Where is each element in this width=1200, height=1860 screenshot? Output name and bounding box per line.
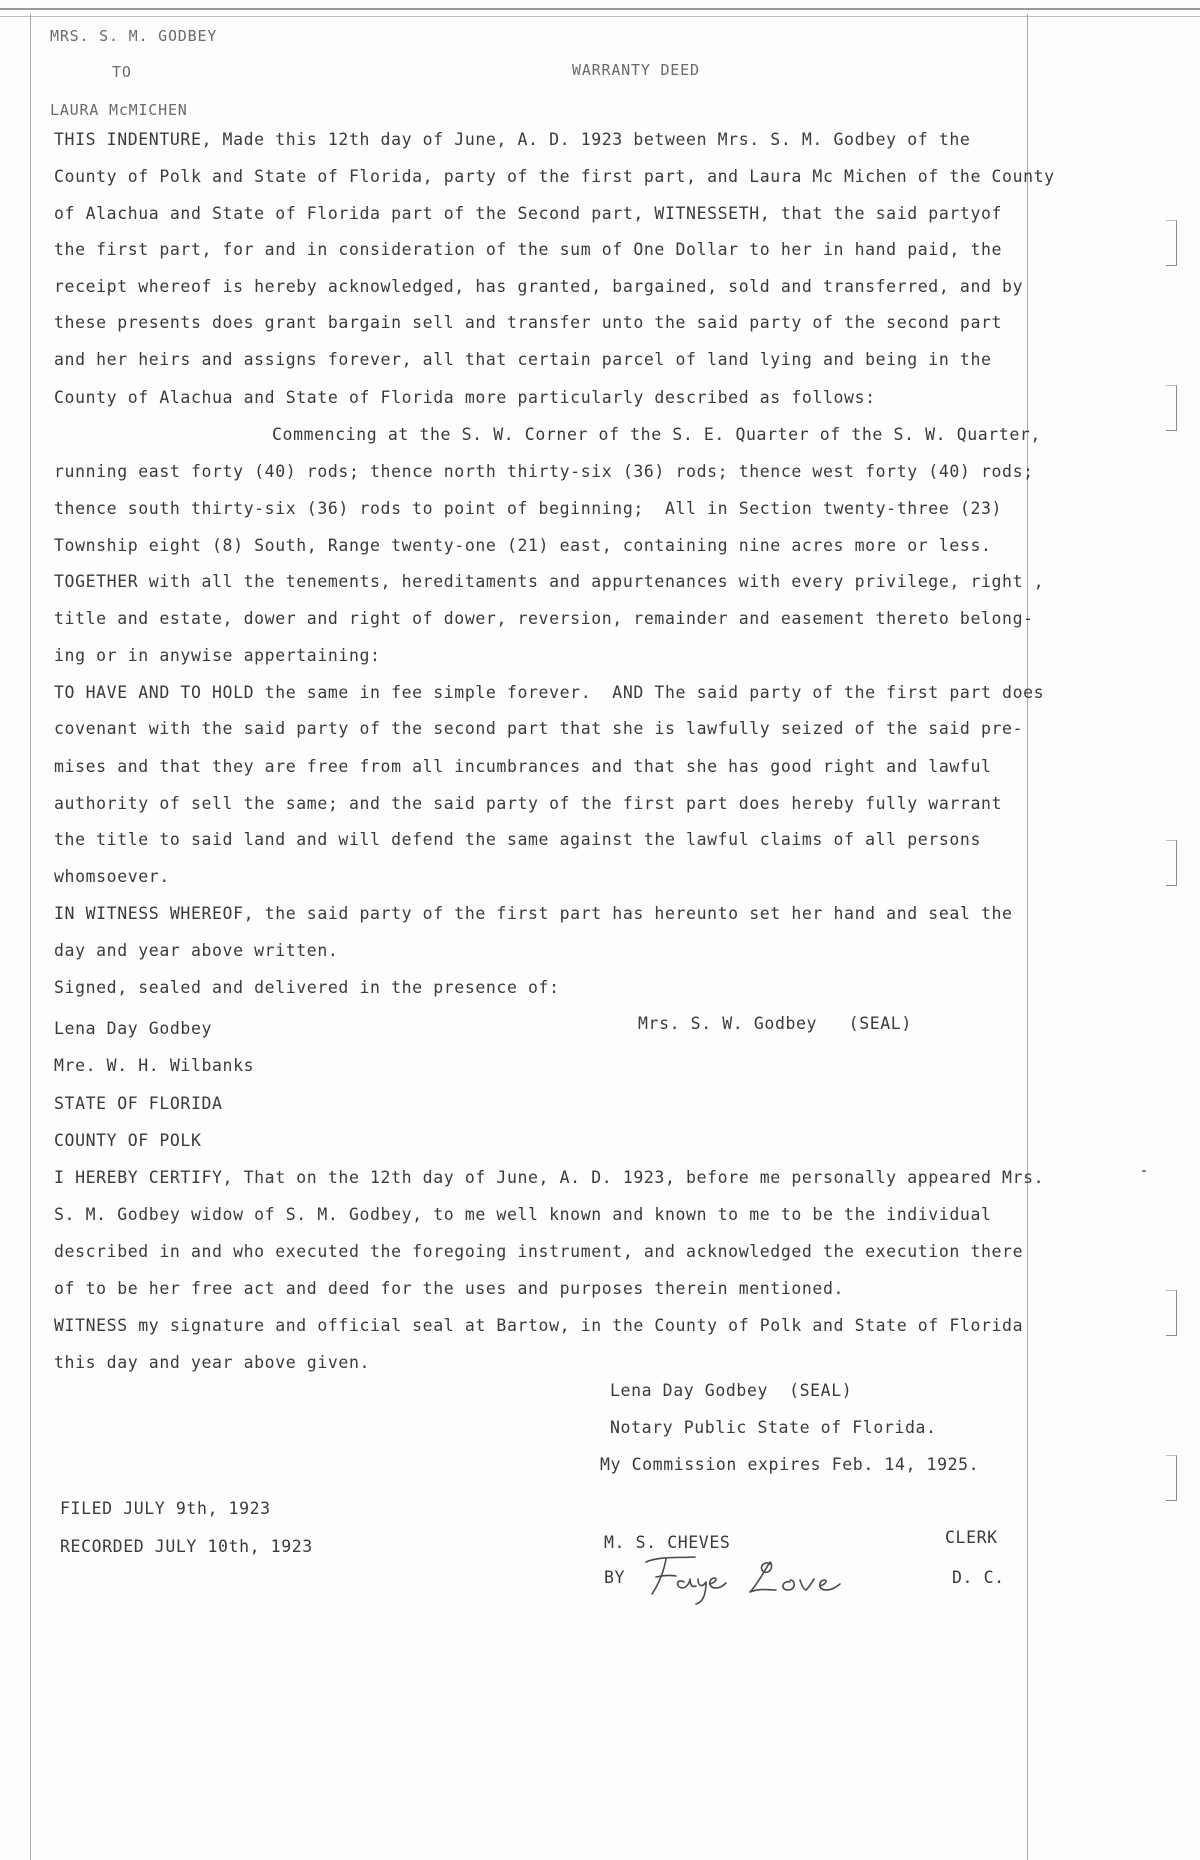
deed-text-line: mises and that they are free from all incumbrances and that she has good right and lawful xyxy=(54,757,992,776)
state-heading: STATE OF FLORIDA xyxy=(54,1094,223,1113)
acknowledgment-line: this day and year above given. xyxy=(54,1353,371,1372)
notary-commission: My Commission expires Feb. 14, 1925. xyxy=(600,1455,980,1474)
land-description-line: thence south thirty-six (36) rods to point of beginning; All in Section twenty-three (23) xyxy=(54,499,1003,518)
to-heading: TO xyxy=(112,63,132,81)
margin-bracket-mark xyxy=(1166,840,1177,886)
margin-bracket-mark xyxy=(1166,1290,1177,1336)
deed-text-line: and her heirs and assigns forever, all that certain parcel of land lying and being in the xyxy=(54,350,992,369)
acknowledgment-line: of to be her free act and deed for the uses and purposes therein mentioned. xyxy=(54,1279,845,1298)
deputy-handwritten-signature xyxy=(640,1548,900,1608)
margin-bracket-mark xyxy=(1166,385,1177,431)
deed-text-line: the first part, for and in consideration of the sum of One Dollar to her in hand paid, the xyxy=(54,240,1003,259)
deed-text-line: day and year above written. xyxy=(54,941,339,960)
deed-text-line: authority of sell the same; and the said party of the first part does hereby fully warrant xyxy=(54,794,1003,813)
notary-title: Notary Public State of Florida. xyxy=(610,1418,937,1437)
notary-name: Lena Day Godbey (SEAL) xyxy=(610,1381,853,1400)
land-description-line: Township eight (8) South, Range twenty-one (21) east, containing nine acres more or less. xyxy=(54,536,992,555)
acknowledgment-line: S. M. Godbey widow of S. M. Godbey, to me well known and known to me to be the individual xyxy=(54,1205,992,1224)
deed-text-line: whomsoever. xyxy=(54,867,170,886)
deed-text-line: TOGETHER with all the tenements, hereditaments and appurtenances with every privilege, right , xyxy=(54,572,1045,591)
margin-bracket-mark xyxy=(1166,1455,1177,1501)
county-heading: COUNTY OF POLK xyxy=(54,1131,202,1150)
grantor-signature: Mrs. S. W. Godbey (SEAL) xyxy=(638,1014,912,1033)
witness-name: Mre. W. H. Wilbanks xyxy=(54,1056,255,1075)
deed-text-line: the title to said land and will defend the same against the lawful claims of all persons xyxy=(54,830,981,849)
deed-text-line: IN WITNESS WHEREOF, the said party of the first part has hereunto set her hand and seal the xyxy=(54,904,1013,923)
filed-date: FILED JULY 9th, 1923 xyxy=(60,1499,271,1518)
deed-text-line: covenant with the said party of the second part that she is lawfully seized of the said pre- xyxy=(54,719,1024,738)
deed-text-line: County of Polk and State of Florida, party of the first part, and Laura Mc Michen of the County xyxy=(54,167,1055,186)
recorded-date: RECORDED JULY 10th, 1923 xyxy=(60,1537,313,1556)
grantor-heading: MRS. S. M. GODBEY xyxy=(50,27,218,45)
right-margin-line xyxy=(1027,14,1028,1860)
deed-text-line: of Alachua and State of Florida part of the Second part, WITNESSETH, that the said partyof xyxy=(54,204,1003,223)
deed-text-line: these presents does grant bargain sell and transfer unto the said party of the second part xyxy=(54,313,1003,332)
left-margin-line xyxy=(30,14,31,1860)
land-description-line: Commencing at the S. W. Corner of the S. E. Quarter of the S. W. Quarter, xyxy=(272,425,1041,444)
clerk-title: CLERK xyxy=(945,1528,998,1547)
deed-text-line: Signed, sealed and delivered in the presence of: xyxy=(54,978,560,997)
document-type-heading: WARRANTY DEED xyxy=(572,61,700,79)
margin-dot xyxy=(1142,1170,1146,1172)
deputy-clerk-title: D. C. xyxy=(952,1568,1005,1587)
deed-text-line: THIS INDENTURE, Made this 12th day of June, A. D. 1923 between Mrs. S. M. Godbey of the xyxy=(54,130,971,149)
margin-bracket-mark xyxy=(1166,220,1177,266)
deed-text-line: County of Alachua and State of Florida more particularly described as follows: xyxy=(54,388,876,407)
deed-text-line: ing or in anywise appertaining: xyxy=(54,646,381,665)
clerk-name: M. S. CHEVES xyxy=(604,1533,731,1552)
acknowledgment-line: WITNESS my signature and official seal at Bartow, in the County of Polk and State of Florida xyxy=(54,1316,1024,1335)
top-page-border xyxy=(0,8,1200,17)
grantee-heading: LAURA McMICHEN xyxy=(50,101,188,119)
deed-text-line: receipt whereof is hereby acknowledged, has granted, bargained, sold and transferred, and by xyxy=(54,277,1024,296)
by-label: BY xyxy=(604,1568,626,1587)
deed-text-line: TO HAVE AND TO HOLD the same in fee simple forever. AND The said party of the first part does xyxy=(54,683,1045,702)
acknowledgment-line: described in and who executed the foregoing instrument, and acknowledged the execution there xyxy=(54,1242,1024,1261)
acknowledgment-line: I HEREBY CERTIFY, That on the 12th day of June, A. D. 1923, before me personally appeared Mrs. xyxy=(54,1168,1045,1187)
witness-name: Lena Day Godbey xyxy=(54,1019,213,1038)
land-description-line: running east forty (40) rods; thence north thirty-six (36) rods; thence west forty (40) rods; xyxy=(54,462,1034,481)
deed-text-line: title and estate, dower and right of dower, reversion, remainder and easement thereto belong- xyxy=(54,609,1034,628)
